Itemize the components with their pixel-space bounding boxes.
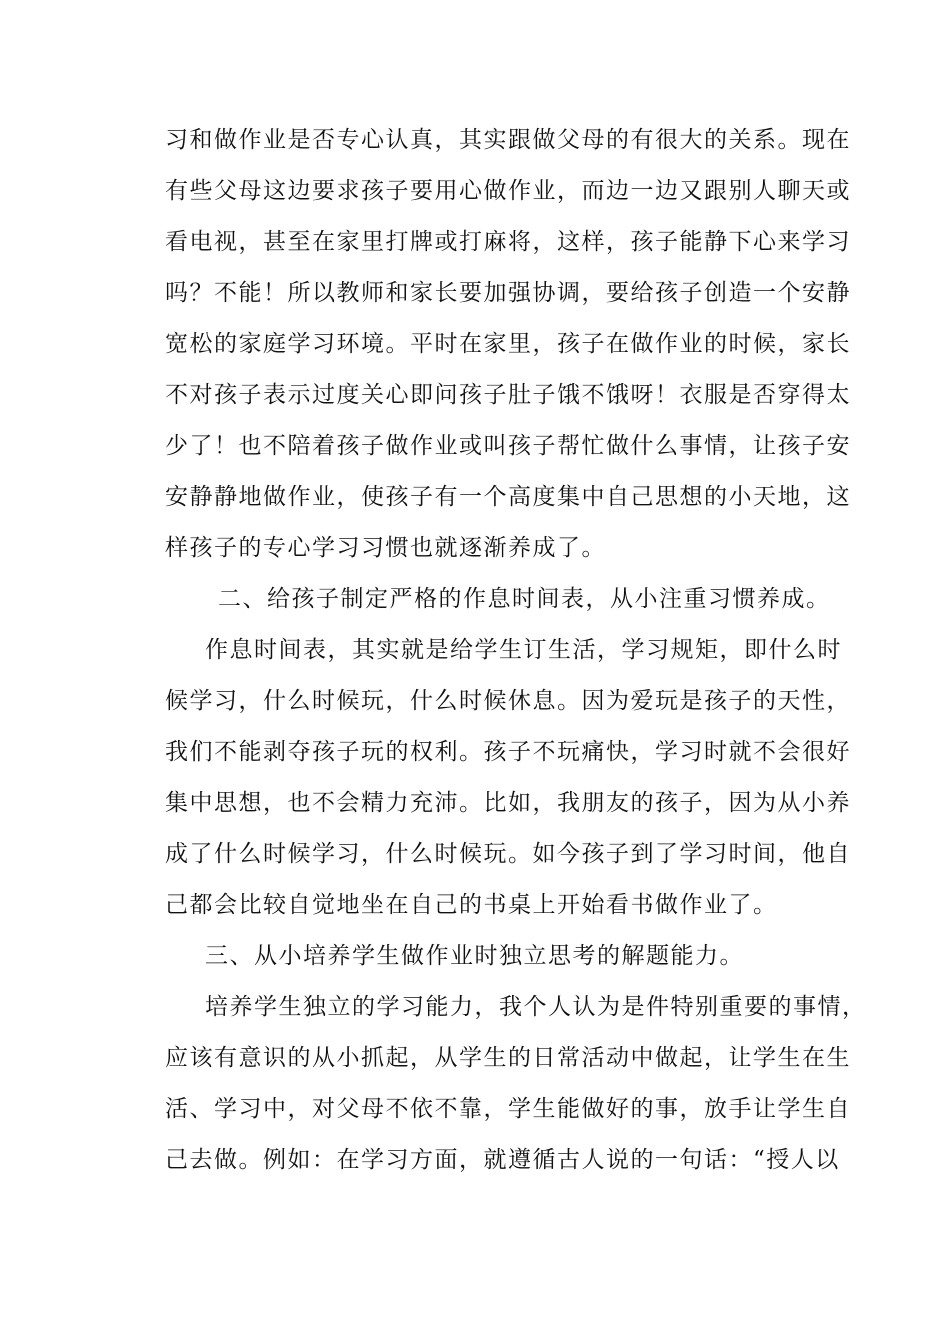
paragraph-line: 应该有意识的从小抓起，从学生的日常活动中做起，让学生在生 xyxy=(165,1045,851,1071)
paragraph-line: 培养学生独立的学习能力，我个人认为是件特别重要的事情， xyxy=(205,994,867,1020)
paragraph-line: 集中思想，也不会精力充沛。比如，我朋友的孩子，因为从小养 xyxy=(165,790,851,816)
paragraph-line: 候学习，什么时候玩，什么时候休息。因为爱玩是孩子的天性， xyxy=(165,688,851,714)
section-heading: 二、给孩子制定严格的作息时间表，从小注重习惯养成。 xyxy=(218,586,831,612)
paragraph-line: 我们不能剥夺孩子玩的权利。孩子不玩痛快，学习时就不会很好 xyxy=(165,739,851,765)
paragraph-line: 不对孩子表示过度关心即问孩子肚子饿不饿呀！衣服是否穿得太 xyxy=(165,382,851,408)
paragraph-line: 成了什么时候学习，什么时候玩。如今孩子到了学习时间，他自 xyxy=(165,841,851,867)
section-heading: 三、从小培养学生做作业时独立思考的解题能力。 xyxy=(205,943,744,969)
paragraph-line: 有些父母这边要求孩子要用心做作业，而边一边又跟别人聊天或 xyxy=(165,178,851,204)
paragraph-line: 看电视，甚至在家里打牌或打麻将，这样，孩子能静下心来学习 xyxy=(165,229,851,255)
paragraph-line: 吗？不能！所以教师和家长要加强协调，要给孩子创造一个安静 xyxy=(165,280,851,306)
paragraph-line: 样孩子的专心学习习惯也就逐渐养成了。 xyxy=(165,535,606,561)
paragraph-line: 宽松的家庭学习环境。平时在家里，孩子在做作业的时候，家长 xyxy=(165,331,851,357)
paragraph-line: 活、学习中，对父母不依不靠，学生能做好的事，放手让学生自 xyxy=(165,1096,851,1122)
paragraph-line: 习和做作业是否专心认真，其实跟做父母的有很大的关系。现在 xyxy=(165,127,851,153)
paragraph-line: 己都会比较自觉地坐在自己的书桌上开始看书做作业了。 xyxy=(165,892,778,918)
paragraph-line: 少了！也不陪着孩子做作业或叫孩子帮忙做什么事情，让孩子安 xyxy=(165,433,851,459)
paragraph-line: 安静静地做作业，使孩子有一个高度集中自己思想的小天地，这 xyxy=(165,484,851,510)
paragraph-line: 作息时间表，其实就是给学生订生活，学习规矩，即什么时 xyxy=(205,637,842,663)
paragraph-line: 己去做。例如：在学习方面，就遵循古人说的一句话：“授人以 xyxy=(165,1147,840,1173)
